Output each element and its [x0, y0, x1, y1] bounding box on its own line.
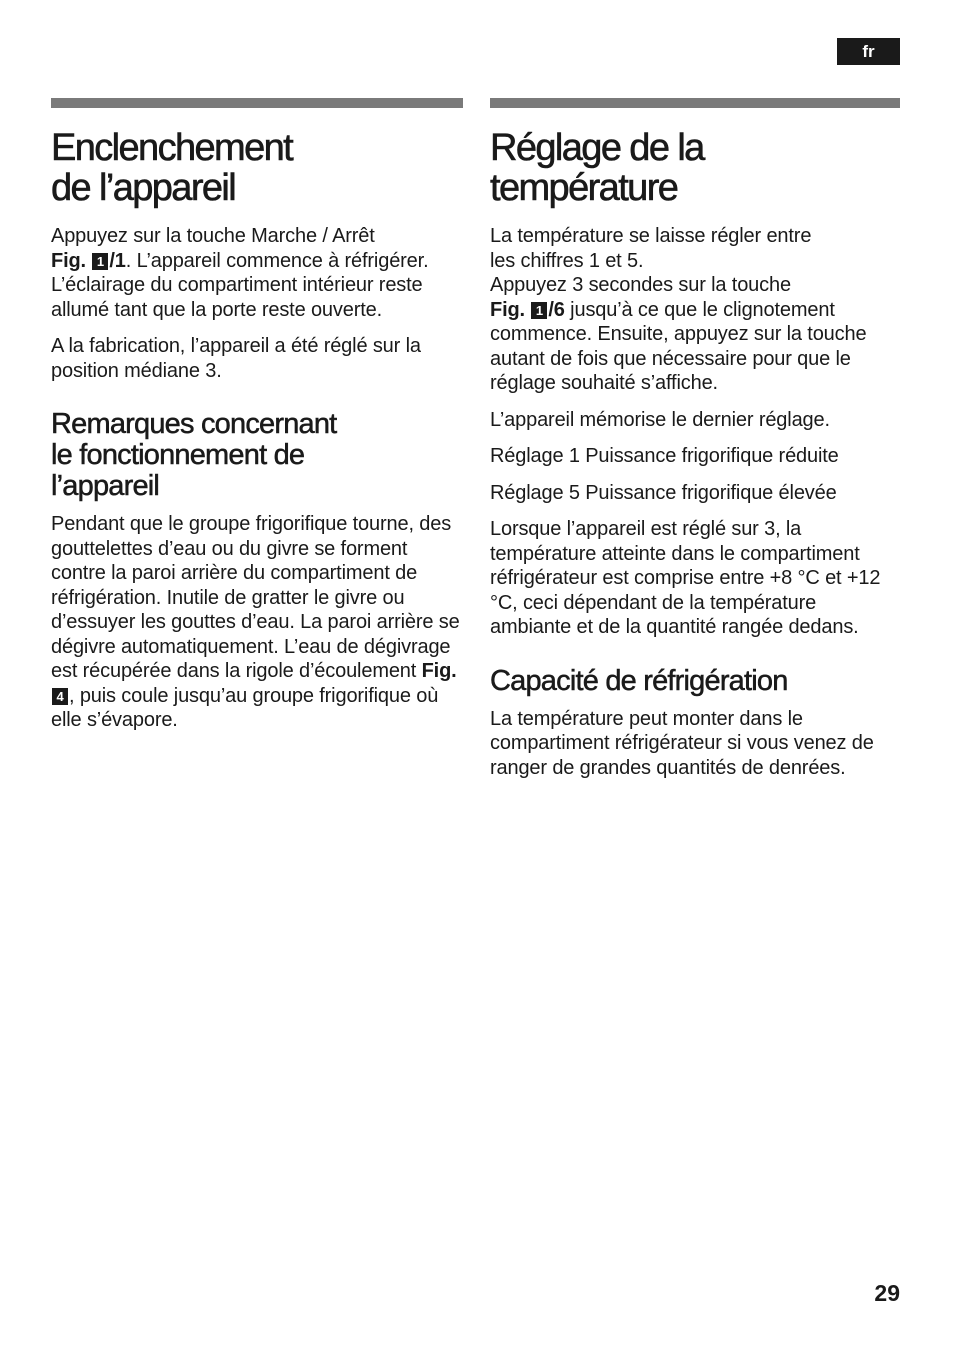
section-divider	[51, 98, 463, 108]
paragraph-cooling-capacity: La température peut monter dans le compartiment réfrigérateur si vous venez de ranger de grandes quantités de denrées.	[490, 707, 874, 779]
subsection-title-operating-notes: Remarques concernant le fonctionnement de l’appareil	[51, 408, 337, 502]
paragraph-setting-1: Réglage 1 Puissance frigorifique réduite	[490, 445, 839, 467]
paragraph-switch-on: Appuyez sur la touche Marche / Arrêt Fig. 1 /1. L’appareil commence à réfrigérer. L’éclairage du compartiment intérieur reste allumé tant que la porte reste ouverte.	[51, 225, 429, 321]
figure-reference: Fig. 1 /1	[51, 249, 126, 272]
section-title-temperature-setting: Réglage de la température	[490, 127, 704, 209]
page-number: 29	[874, 1280, 900, 1306]
paragraph-setting-5: Réglage 5 Puissance frigorifique élevée	[490, 481, 837, 504]
figure-reference: Fig. 4	[51, 660, 457, 707]
figure-number-box: 1	[531, 302, 547, 319]
section-title-switching-on: Enclenchement de l’appareil	[51, 127, 293, 209]
paragraph-setting-3: Lorsque l’appareil est réglé sur 3, la température atteinte dans le compartiment réfrigérateur est comprise entre +8 °C et +12 °C, ceci dépendant de la température ambiante et de la quantité rangée dedans.	[490, 518, 881, 638]
right-column	[490, 98, 900, 792]
paragraph-memory: L’appareil mémorise le dernier réglage.	[490, 408, 830, 431]
left-column	[51, 98, 463, 745]
section-divider	[490, 98, 900, 108]
language-badge: fr	[837, 38, 900, 65]
figure-number-box: 1	[92, 253, 108, 270]
paragraph-factory-setting: A la fabrication, l’appareil a été réglé sur la position médiane 3.	[51, 335, 421, 382]
subsection-title-cooling-capacity: Capacité de réfrigération	[490, 664, 788, 697]
paragraph-defrost: Pendant que le groupe frigorifique tourne, des gouttelettes d’eau ou du givre se forment contre la paroi arrière du compartiment de réfrigération. Inutile de gratter le givre ou d’essuyer les gouttes d’eau. La paroi arrière se dégivre automatiquement. L’eau de dégivrage est récupérée dans la rigole d’écoulement Fig. 4 , puis coule jusqu’au groupe frigorifique où elle s’évapore.	[51, 513, 460, 731]
figure-number-box: 4	[52, 688, 68, 705]
paragraph-temperature-range: La température se laisse régler entre les chiffres 1 et 5. Appuyez 3 secondes sur la touche Fig. 1 /6 jusqu’à ce que le clignotement commence. Ensuite, appuyez sur la touche autant de fois que nécessaire pour que le réglage souhaité s’affiche.	[490, 225, 867, 394]
figure-reference: Fig. 1 /6	[490, 298, 565, 321]
